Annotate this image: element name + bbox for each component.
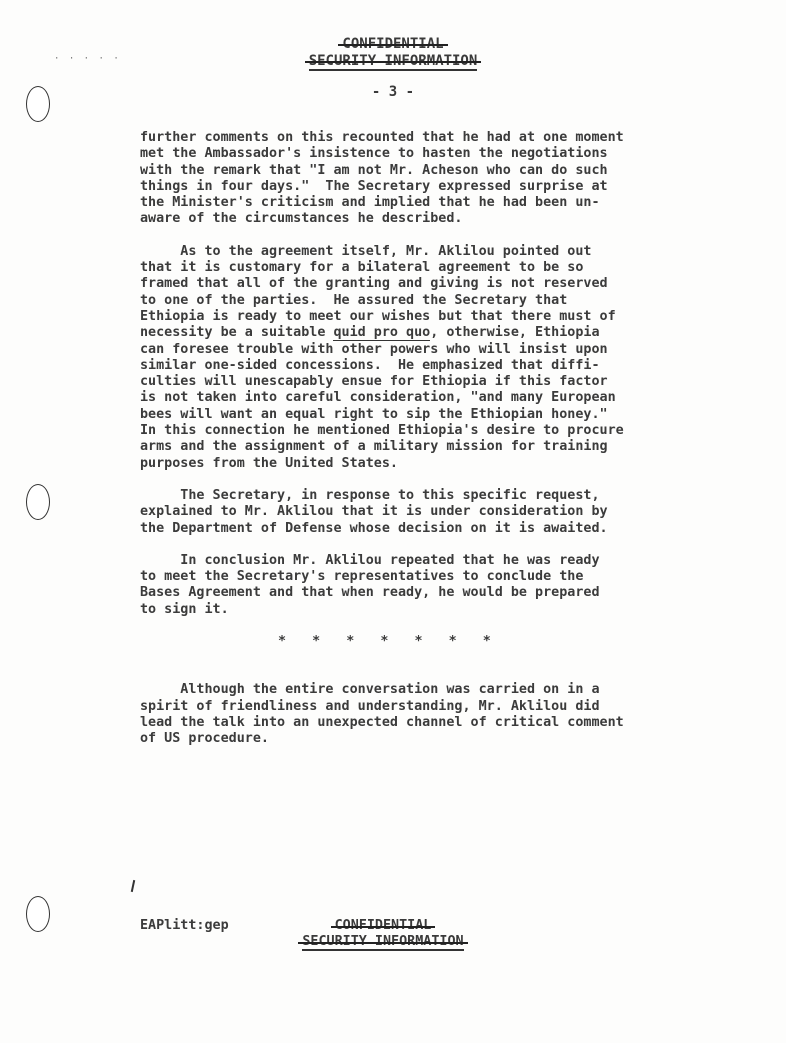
text-line: similar one-sided concessions. He emphasized that diffi- xyxy=(140,357,600,373)
classification-header-top xyxy=(0,36,786,52)
classification-confidential: CONFIDENTIAL xyxy=(342,36,444,52)
text-line: lead the talk into an unexpected channel of critical comment xyxy=(140,714,624,730)
paragraph xyxy=(140,488,730,537)
footer-security-information: SECURITY INFORMATION xyxy=(302,934,464,949)
text-line: things in four days." The Secretary expressed surprise at xyxy=(140,178,608,194)
pen-mark xyxy=(131,880,135,892)
text-line: with the remark that "I am not Mr. Acheson who can do such xyxy=(140,162,608,178)
text-line: bees will want an equal right to sip the Ethiopian honey." xyxy=(140,406,608,422)
footer-classification-bottom xyxy=(283,934,483,951)
document-body xyxy=(140,130,730,748)
text-line: to sign it. xyxy=(140,601,229,617)
footer-classification-top xyxy=(283,918,483,933)
text-line: Bases Agreement and that when ready, he would be prepared xyxy=(140,585,600,601)
text-line: can foresee trouble with other powers who will insist upon xyxy=(140,341,608,357)
text-line: spirit of friendliness and understanding, Mr. Aklilou did xyxy=(140,698,600,714)
text-line: culties will unescapably ensue for Ethiopia if this factor xyxy=(140,374,608,390)
page-number: - 3 - xyxy=(371,84,415,100)
text-line: As to the agreement itself, Mr. Aklilou pointed out xyxy=(140,243,592,259)
text-line: the Minister's criticism and implied that he had been un- xyxy=(140,195,600,211)
text-line: further comments on this recounted that he had at one moment xyxy=(140,130,624,145)
text-line: Ethiopia is ready to meet our wishes but that there must of xyxy=(140,308,616,324)
text-line: explained to Mr. Aklilou that it is under consideration by xyxy=(140,504,608,520)
text-line: In conclusion Mr. Aklilou repeated that he was ready xyxy=(140,552,600,568)
text-line: to meet the Secretary's representatives to conclude the xyxy=(140,569,584,585)
text-line: arms and the assignment of a military mission for training xyxy=(140,439,608,455)
text-line: Although the entire conversation was carried on in a xyxy=(140,682,600,698)
text-line: that it is customary for a bilateral agreement to be so xyxy=(140,260,584,276)
paragraph xyxy=(140,244,730,472)
text-line: is not taken into careful consideration, "and many European xyxy=(140,390,616,406)
margin-marks: · · · · · xyxy=(54,54,121,64)
section-separator: * * * * * * * xyxy=(278,634,500,650)
footer-confidential: CONFIDENTIAL xyxy=(334,918,432,933)
text-line: aware of the circumstances he described. xyxy=(140,211,463,227)
classification-header-bottom xyxy=(0,53,786,71)
text-line: The Secretary, in response to this specific request, xyxy=(140,487,600,503)
text-line: framed that all of the granting and giving is not reserved xyxy=(140,276,608,292)
text-line: to one of the parties. He assured the Secretary that xyxy=(140,292,568,308)
classification-security-information: SECURITY INFORMATION xyxy=(308,53,478,69)
text-line: the Department of Defense whose decision on it is awaited. xyxy=(140,520,608,536)
punch-hole xyxy=(26,896,50,932)
punch-hole xyxy=(26,484,50,520)
underlined-phrase: quid pro quo xyxy=(333,325,431,341)
text-line: purposes from the United States. xyxy=(140,455,398,471)
closing-paragraph xyxy=(140,682,730,747)
text-line: In this connection he mentioned Ethiopia's desire to procure xyxy=(140,423,624,439)
paragraph xyxy=(140,130,730,228)
reference-initials: EAPlitt:gep xyxy=(140,918,229,933)
text-line: met the Ambassador's insistence to hasten the negotiations xyxy=(140,146,608,162)
paragraph xyxy=(140,553,730,618)
text-line: of US procedure. xyxy=(140,731,269,747)
text-line: necessity be a suitable quid pro quo, otherwise, Ethiopia xyxy=(140,325,600,341)
